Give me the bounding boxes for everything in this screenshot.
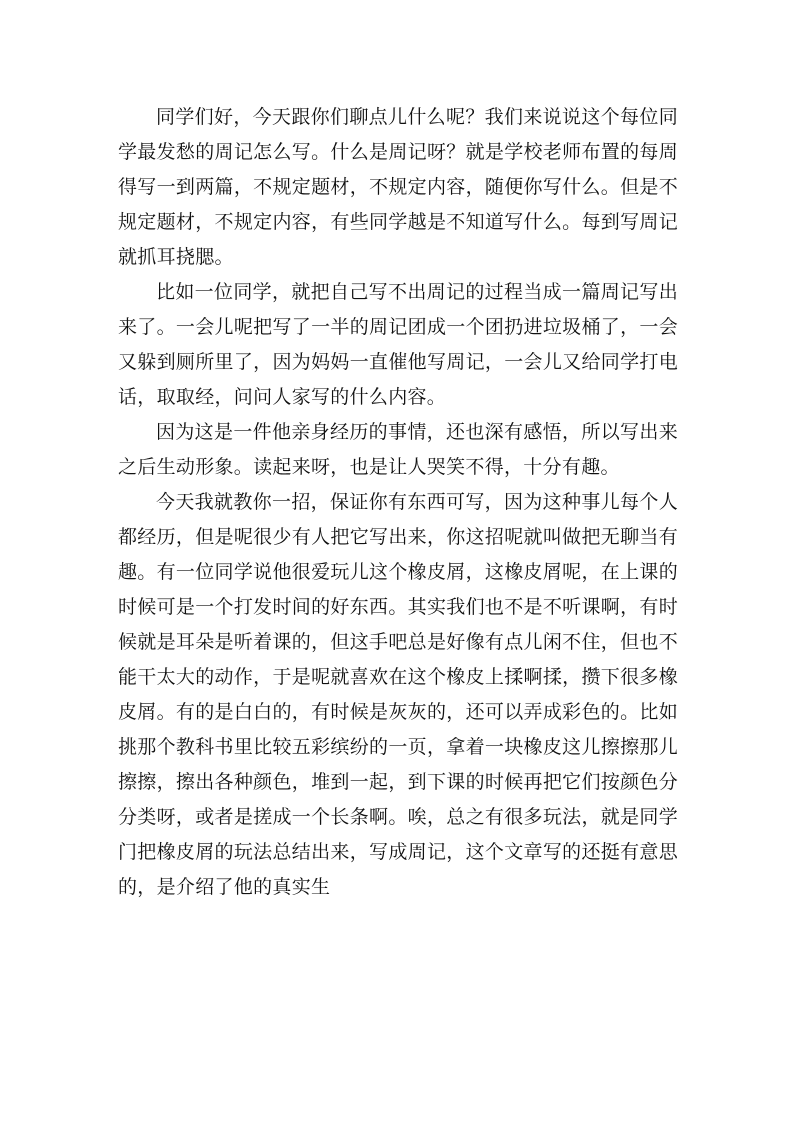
paragraph-1: 同学们好，今天跟你们聊点儿什么呢？我们来说说这个每位同学最发愁的周记怎么写。什么是周记呀？就是学校老师布置的每周得写一到两篇，不规定题材，不规定内容，随便你写什么。但是不规定题材，不规定内容，有些同学越是不知道写什么。每到写周记就抓耳挠腮。 xyxy=(118,106,678,268)
paragraph-4: 今天我就教你一招，保证你有东西可写，因为这种事儿每个人都经历，但是呢很少有人把它写出来，你这招呢就叫做把无聊当有趣。有一位同学说他很爱玩儿这个橡皮屑，这橡皮屑呢，在上课的时候可是一个打发时间的好东西。其实我们也不是不听课啊，有时候就是耳朵是听着课的，但这手吧总是好像有点儿闲不住，但也不能干太大的动作，于是呢就喜欢在这个橡皮上揉啊揉，攒下很多橡皮屑。有的是白白的，有时候是灰灰的，还可以弄成彩色的。比如挑那个教科书里比较五彩缤纷的一页，拿着一块橡皮这儿擦擦那儿擦擦，擦出各种颜色，堆到一起，到下课的时候再把它们按颜色分分类呀，或者是搓成一个长条啊。唉，总之有很多玩法，就是同学门把橡皮屑的玩法总结出来，写成周记，这个文章写的还挺有意思的，是介绍了他的真实生 xyxy=(118,491,678,898)
paragraph-2: 比如一位同学，就把自己写不出周记的过程当成一篇周记写出来了。一会儿呢把写了一半的周记团成一个团扔进垃圾桶了，一会又躲到厕所里了，因为妈妈一直催他写周记，一会儿又给同学打电话，取取经，问问人家写的什么内容。 xyxy=(118,281,678,408)
paragraph-3: 因为这是一件他亲身经历的事情，还也深有感悟，所以写出来之后生动形象。读起来呀，也是让人哭笑不得，十分有趣。 xyxy=(118,421,678,478)
document-body xyxy=(118,100,678,905)
